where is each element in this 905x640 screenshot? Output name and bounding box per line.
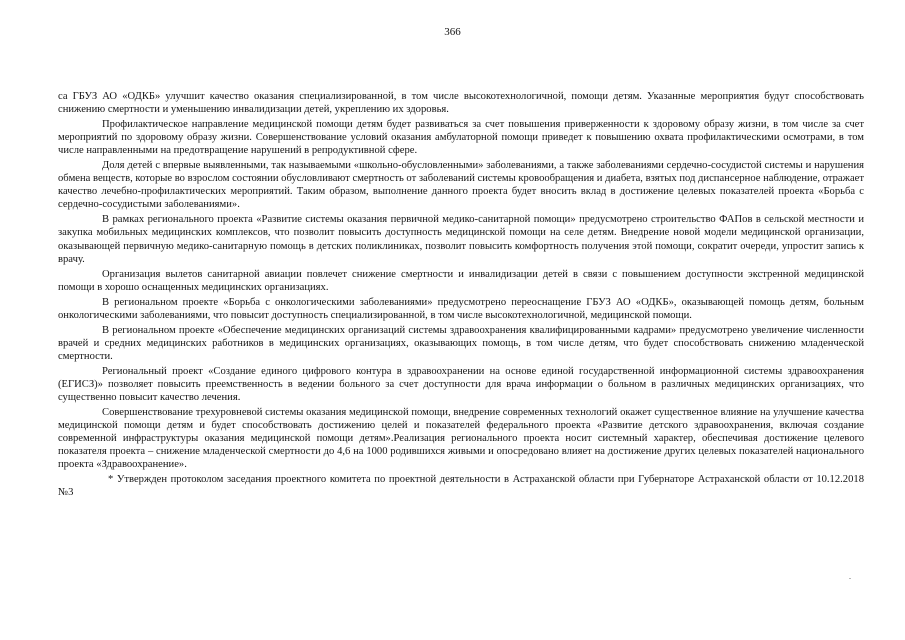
document-body [58,90,864,501]
paragraph-2: Профилактическое направление медицинской помощи детям будет развиваться за счет повышения приверженности к здоровому образу жизни, в том числе за счет мероприятий по здоровому образу жизни. Совершенствование условий оказания амбулаторной помощи приведет к повышению охвата профилактическими осмотрами, в том числе направленными на предотвращение нарушений в репродуктивной сфере. [58,119,864,157]
paragraph-7: В региональном проекте «Обеспечение медицинских организаций системы здравоохранения квалифицированными кадрами» предусмотрено увеличение численности врачей и средних медицинских работников в медицинских организациях, оказывающих помощь, в том числе детям, что будет способствовать снижению младенческой смертности. [58,324,864,362]
page-number: 366 [444,26,461,38]
paragraph-6: В региональном проекте «Борьба с онкологическими заболеваниями» предусмотрено переоснащение ГБУЗ АО «ОДКБ», оказывающей помощь детям, больным онкологическими заболеваниями, что повысит доступность специализированной, в том числе высокотехнологичной, медицинской помощи. [58,296,864,321]
paragraph-3: Доля детей с впервые выявленными, так называемыми «школьно-обусловленными» заболеваниями, а также заболеваниями сердечно-сосудистой системы и нарушения обмена веществ, которые во взрослом состоянии обусловливают смертность от заболеваний системы кровообращения и диабета, взятых под диспансерное наблюдение, отражает качество лечебно-профилактических мероприятий. Таким образом, выполнение данного проекта будет вносить вклад в достижение целевых показателей проекта «Борьба с сердечно-сосудистыми заболеваниями». [58,160,864,211]
paragraph-1: са ГБУЗ АО «ОДКБ» улучшит качество оказания специализированной, в том числе высокотехнологичной, помощи детям. Указанные мероприятия будут способствовать снижению смертности и уменьшению инвалидизации детей, укреплению их здоровья. [58,91,864,116]
footnote: * Утвержден протоколом заседания проектного комитета по проектной деятельности в Астраханской области при Губернаторе Астраханской области от 10.12.2018 №3 [58,474,864,499]
paragraph-9: Совершенствование трехуровневой системы оказания медицинской помощи, внедрение современных технологий окажет существенное влияние на улучшение качества медицинской помощи детям и будет способствовать достижению целей и показателей федерального проекта «Развитие детского здравоохранения, включая создание современной инфраструктуры оказания медицинской помощи детям».Реализация регионального проекта носит системный характер, обеспечивая достижение целевого показателя проекта – снижение младенческой смертности до 4,6 на 1000 родившихся живыми и опосредовано влияет на достижение других целевых показателей национального проекта «Здравоохранение». [58,407,864,471]
scan-speck [849,578,851,579]
paragraph-5: Организация вылетов санитарной авиации повлечет снижение смертности и инвалидизации детей в связи с повышением доступности экстренной медицинской помощи в хорошо оснащенных медицинских организациях. [58,268,864,293]
paragraph-4: В рамках регионального проекта «Развитие системы оказания первичной медико-санитарной помощи» предусмотрено строительство ФАПов в сельской местности и закупка мобильных медицинских комплексов, что позволит повысить доступность медицинской помощи на селе детям. Внедрение новой модели медицинской организации, оказывающей первичную медико-санитарную помощь в детских поликлиниках, позволит повысить комфортность получения этой помощи, сократит очереди, упростит запись к врачу. [58,214,864,265]
paragraph-8: Региональный проект «Создание единого цифрового контура в здравоохранении на основе единой государственной информационной системы здравоохранения (ЕГИСЗ)» позволяет повысить преемственность в ведении больного за счет доступности для врача информации о больном в различных медицинских организациях, что существенно повысит качество лечения. [58,365,864,404]
